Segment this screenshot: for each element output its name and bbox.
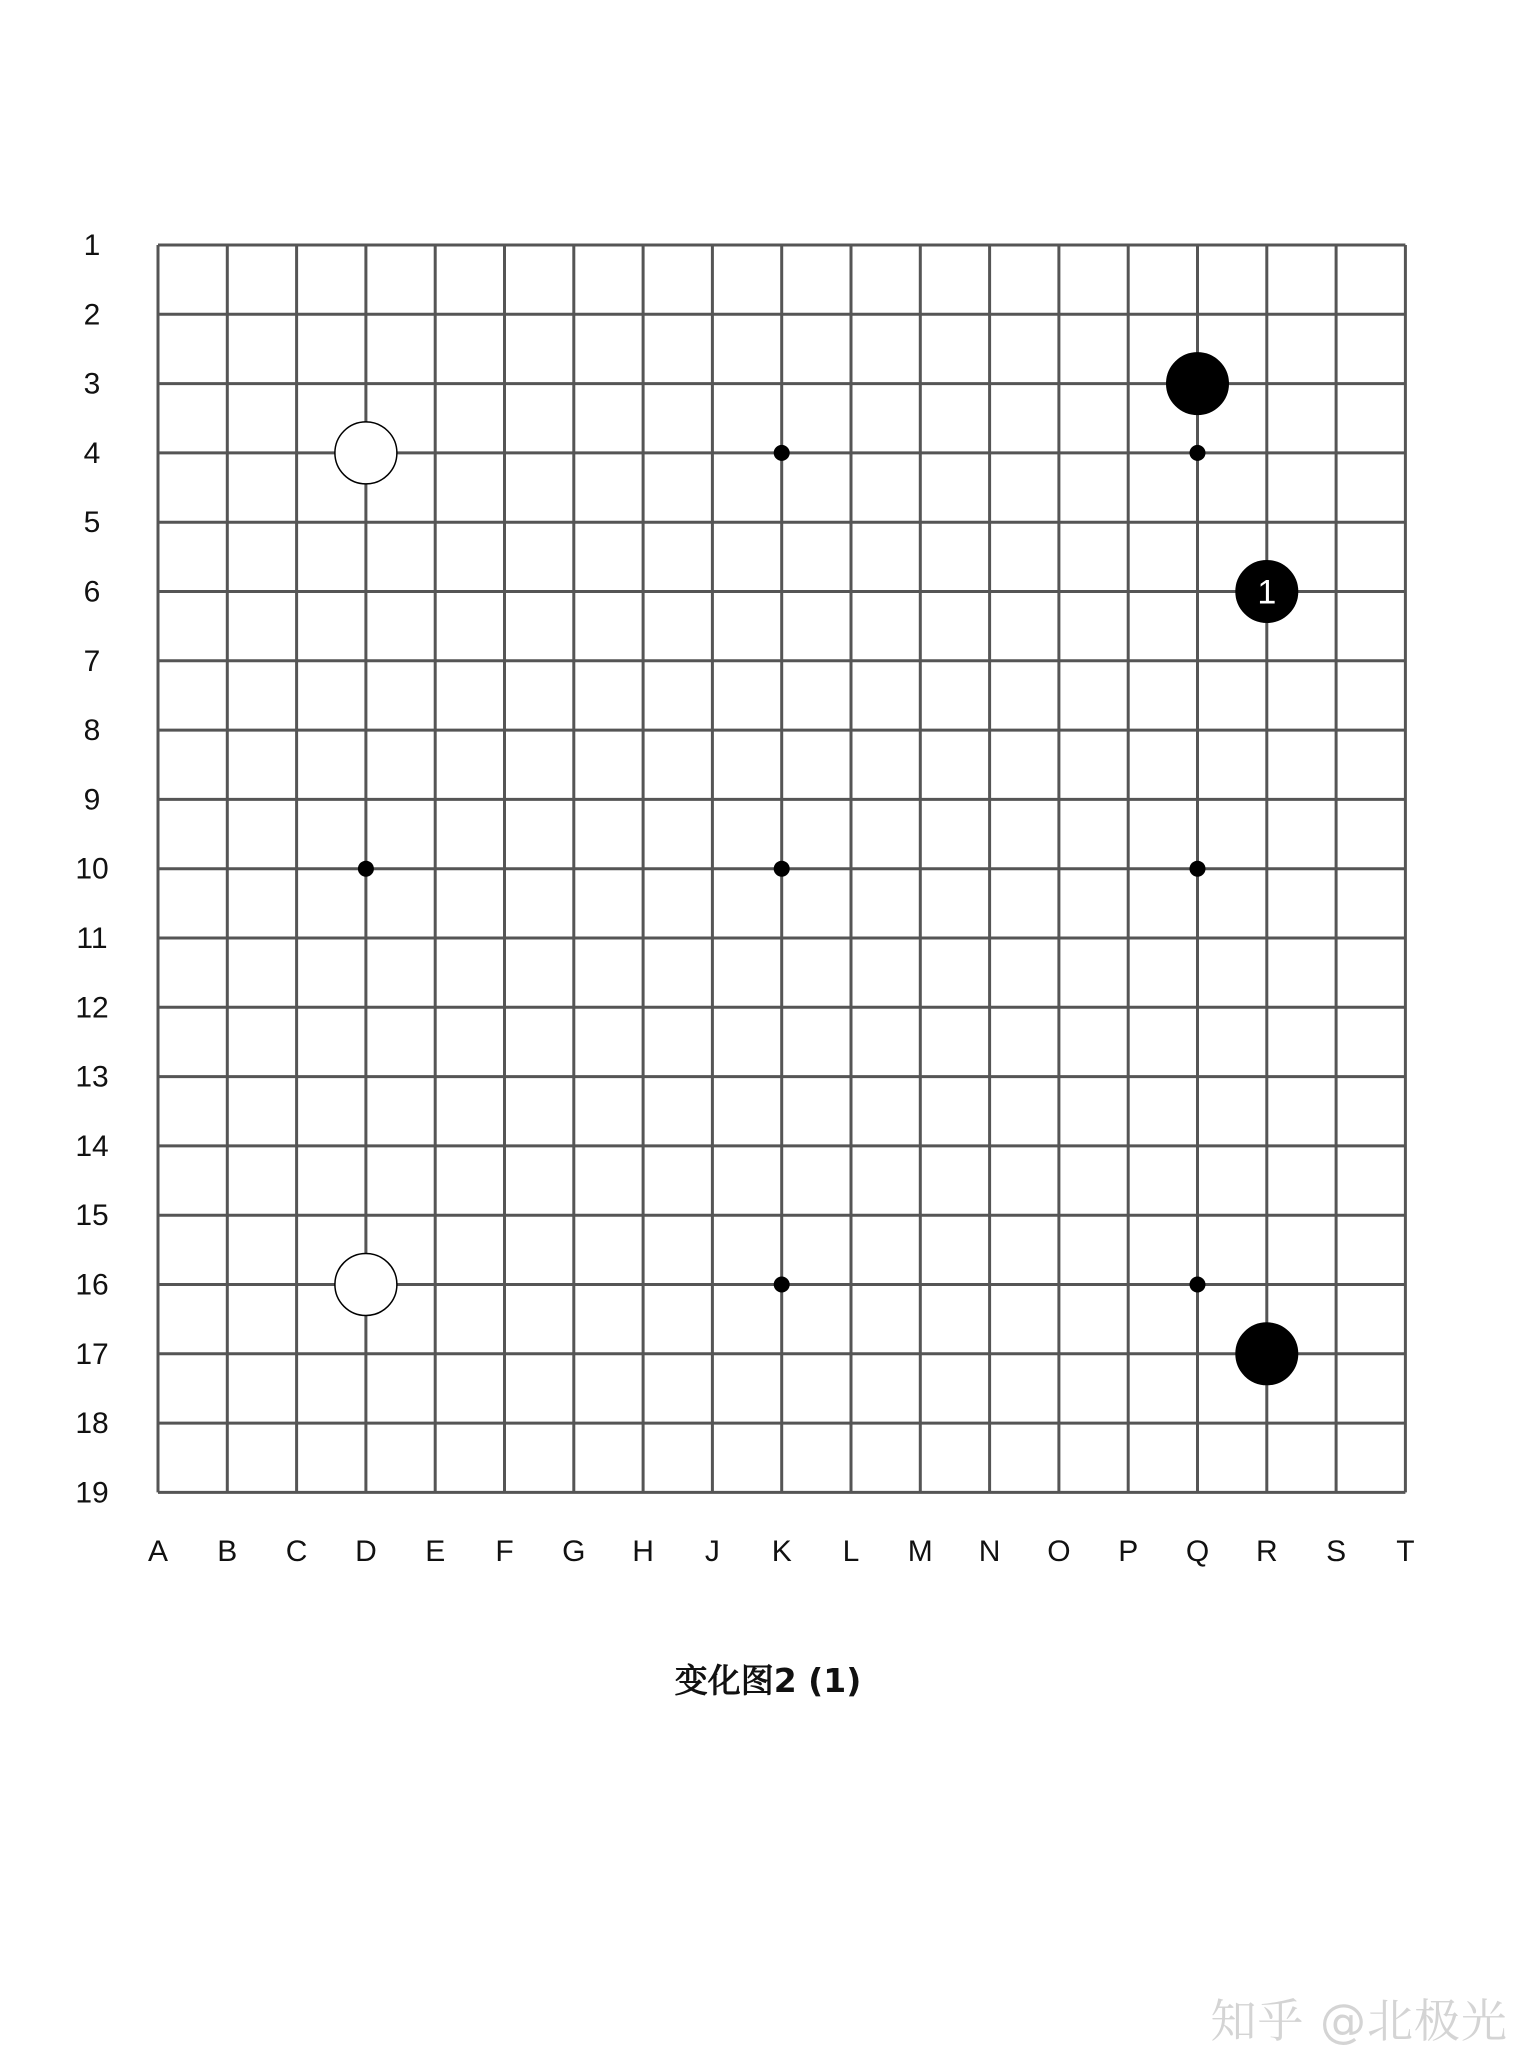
row-label-13: 13: [75, 1060, 109, 1094]
column-label-S: S: [1326, 1535, 1347, 1568]
column-label-R: R: [1255, 1535, 1278, 1568]
column-label-G: G: [562, 1535, 586, 1568]
move-number-label: 1: [1257, 573, 1277, 612]
black-stone-disc: [1167, 353, 1229, 415]
column-label-E: E: [425, 1535, 446, 1568]
column-labels: [148, 1535, 1415, 1568]
row-label-19: 19: [75, 1476, 109, 1510]
row-label-18: 18: [75, 1407, 109, 1441]
column-label-L: L: [842, 1535, 860, 1568]
white-stone-D16: [335, 1254, 397, 1316]
row-label-7: 7: [83, 644, 101, 678]
row-label-11: 11: [76, 922, 108, 955]
star-point-K16: [774, 1277, 790, 1293]
column-label-H: H: [632, 1535, 654, 1568]
white-stone-disc: [335, 1254, 397, 1316]
star-point-K10: [774, 861, 790, 877]
star-point-Q16: [1190, 1277, 1206, 1293]
column-label-P: P: [1118, 1535, 1139, 1568]
column-label-Q: Q: [1185, 1535, 1210, 1568]
row-label-16: 16: [75, 1268, 109, 1302]
row-label-9: 9: [83, 783, 101, 817]
row-label-1: 1: [83, 229, 101, 262]
row-label-2: 2: [83, 298, 101, 332]
black-stone-disc: [1236, 1323, 1298, 1385]
row-label-12: 12: [75, 991, 109, 1025]
star-point-K4: [774, 445, 790, 461]
column-label-D: D: [355, 1535, 377, 1568]
row-label-15: 15: [75, 1199, 109, 1233]
black-stone-R17: [1236, 1323, 1298, 1385]
diagram-caption: 变化图2 (1): [674, 1661, 862, 1700]
column-label-B: B: [217, 1535, 238, 1568]
column-label-M: M: [907, 1535, 933, 1568]
row-label-5: 5: [83, 506, 101, 540]
column-label-J: J: [704, 1535, 720, 1568]
star-point-Q10: [1190, 861, 1206, 877]
column-label-F: F: [495, 1535, 514, 1568]
row-label-4: 4: [83, 436, 101, 470]
row-label-10: 10: [75, 852, 109, 886]
white-stone-disc: [335, 422, 397, 484]
white-stone-D4: [335, 422, 397, 484]
column-label-C: C: [285, 1535, 308, 1568]
black-stone-R6: [1236, 561, 1298, 623]
row-label-6: 6: [83, 575, 101, 609]
column-label-T: T: [1396, 1535, 1415, 1568]
row-label-14: 14: [75, 1129, 109, 1163]
row-label-8: 8: [83, 714, 101, 748]
column-label-A: A: [147, 1535, 169, 1568]
star-point-D10: [358, 861, 374, 877]
row-labels: [75, 229, 108, 1509]
watermark: 知乎 @北极光: [1210, 1994, 1508, 2048]
row-label-3: 3: [83, 367, 101, 401]
star-point-Q4: [1190, 445, 1206, 461]
column-label-K: K: [771, 1535, 792, 1568]
black-stone-Q3: [1167, 353, 1229, 415]
column-label-N: N: [978, 1535, 1001, 1568]
column-label-O: O: [1047, 1535, 1071, 1568]
row-label-17: 17: [75, 1337, 109, 1371]
